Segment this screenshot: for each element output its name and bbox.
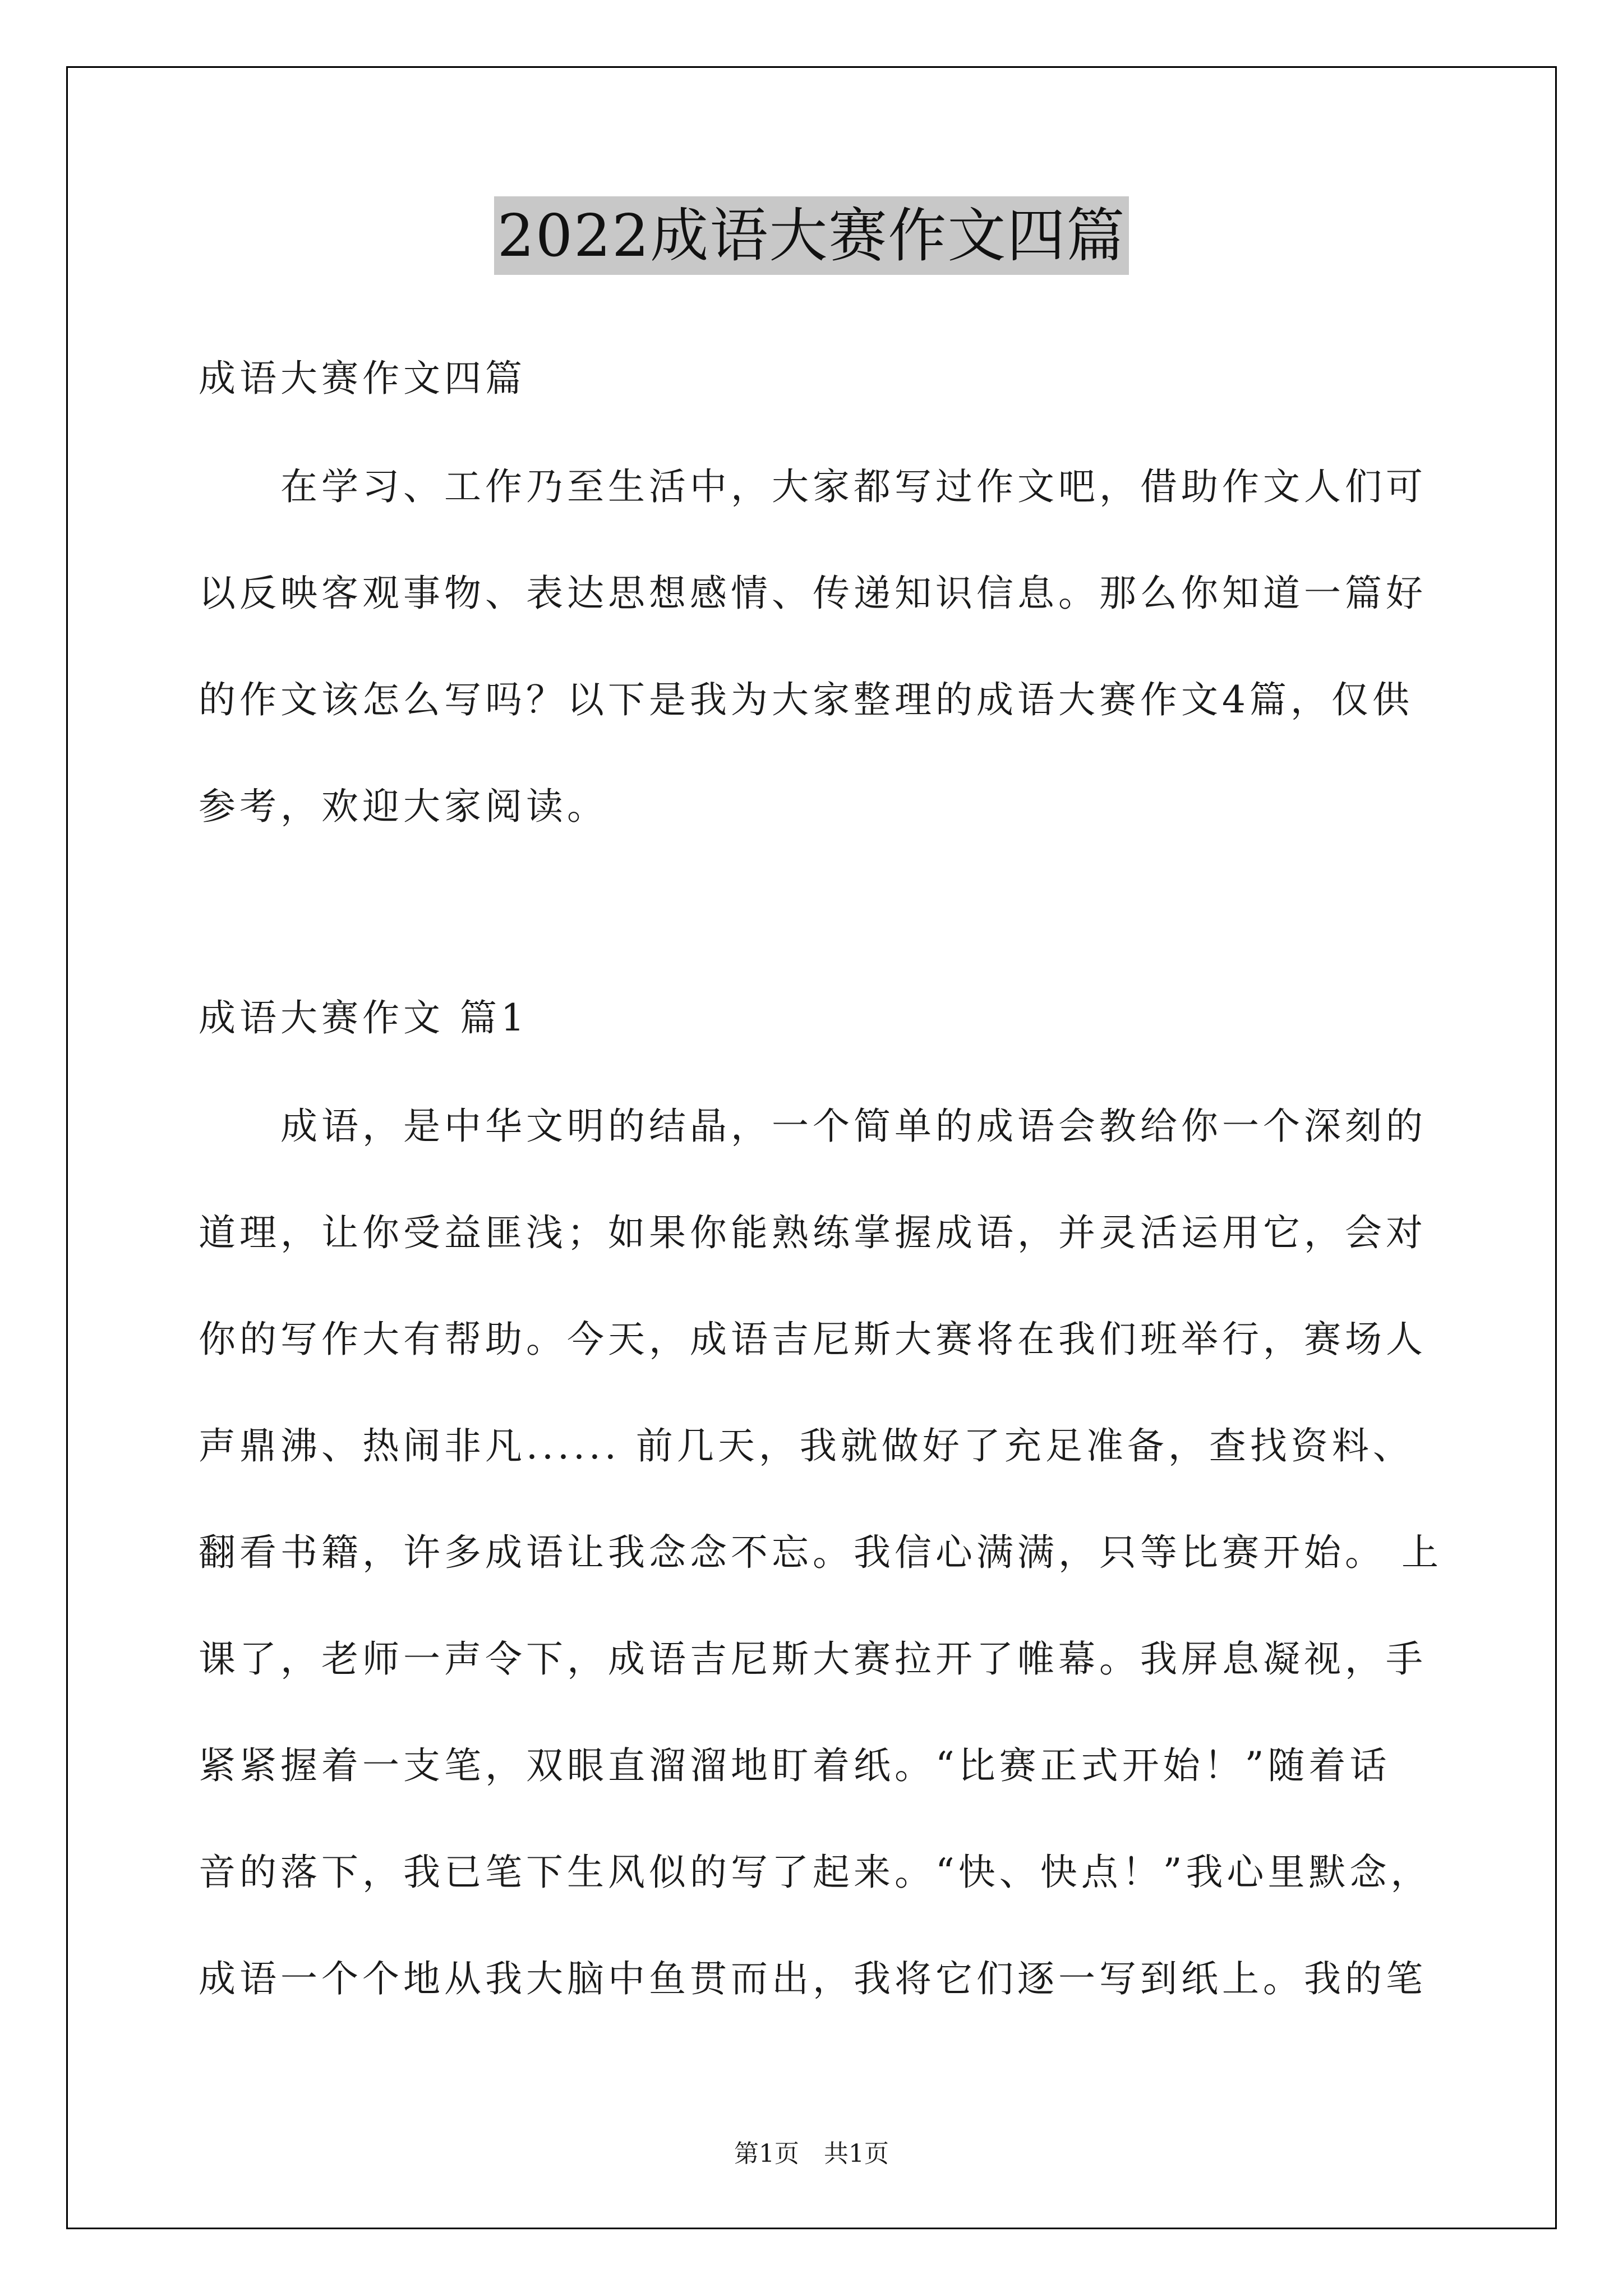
- body-line: 紧紧握着一支笔，双眼直溜溜地盯着纸。“比赛正式开始！”随着话: [199, 1744, 1391, 1787]
- intro-line: 参考，欢迎大家阅读。: [199, 785, 608, 828]
- body-line: 翻看书籍，许多成语让我念念不忘。我信心满满，只等比赛开始。 上: [199, 1531, 1442, 1574]
- section-heading: 成语大赛作文 篇1: [199, 996, 528, 1039]
- body-line: 声鼎沸、热闹非凡...... 前几天，我就做好了充足准备，查找资料、: [199, 1424, 1414, 1467]
- intro-line: 在学习、工作乃至生活中，大家都写过作文吧，借助作文人们可: [280, 465, 1427, 508]
- title-container: [0, 196, 1623, 275]
- body-line: 成语一个个地从我大脑中鱼贯而出，我将它们逐一写到纸上。我的笔: [199, 1957, 1427, 2000]
- body-line: 音的落下，我已笔下生风似的写了起来。“快、快点！”我心里默念，: [199, 1851, 1432, 1894]
- body-line: 你的写作大有帮助。今天，成语吉尼斯大赛将在我们班举行，赛场人: [199, 1318, 1427, 1361]
- body-line: 课了，老师一声令下，成语吉尼斯大赛拉开了帷幕。我屏息凝视，手: [199, 1637, 1427, 1681]
- intro-line: 以反映客观事物、表达思想感情、传递知识信息。那么你知道一篇好: [199, 572, 1427, 615]
- body-line: 成语，是中华文明的结晶，一个简单的成语会教给你一个深刻的: [280, 1105, 1427, 1148]
- body-line: 道理，让你受益匪浅；如果你能熟练掌握成语，并灵活运用它，会对: [199, 1211, 1427, 1254]
- document-title: 2022成语大赛作文四篇: [494, 196, 1129, 275]
- intro-line: 的作文该怎么写吗？以下是我为大家整理的成语大赛作文4篇，仅供: [199, 678, 1413, 721]
- document-subtitle: 成语大赛作文四篇: [199, 357, 526, 400]
- page-footer: 第1页 共1页: [734, 2139, 889, 2168]
